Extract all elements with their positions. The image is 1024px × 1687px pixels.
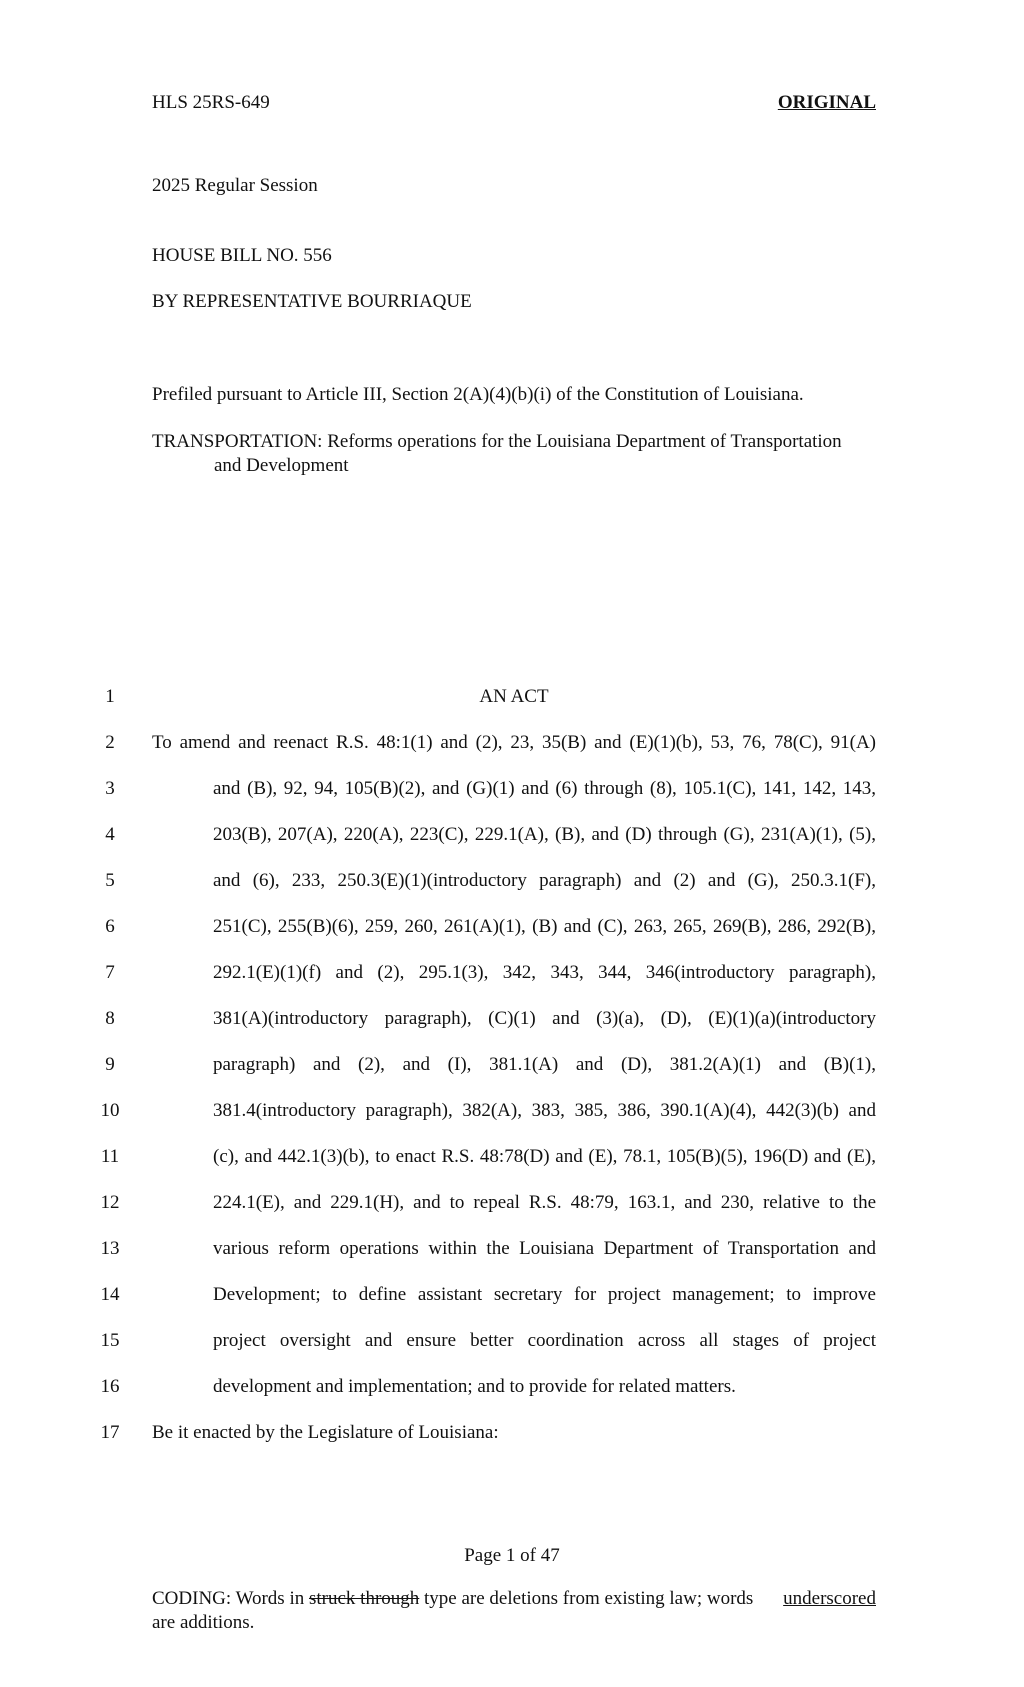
line-number: 4 xyxy=(105,824,115,845)
act-line: 224.1(E), and 229.1(H), and to repeal R.S. 48:79, 163.1, and 230, relative to the xyxy=(213,1192,876,1213)
act-line: 251(C), 255(B)(6), 259, 260, 261(A)(1), (B) and (C), 263, 265, 269(B), 286, 292(B), xyxy=(213,916,876,937)
act-line: 381.4(introductory paragraph), 382(A), 383, 385, 386, 390.1(A)(4), 442(3)(b) and xyxy=(213,1100,876,1121)
document-id: HLS 25RS-649 xyxy=(152,92,270,113)
act-line: 292.1(E)(1)(f) and (2), 295.1(3), 342, 343, 344, 346(introductory paragraph), xyxy=(213,962,876,983)
line-number: 9 xyxy=(105,1054,115,1075)
line-number: 5 xyxy=(105,870,115,891)
line-number: 1 xyxy=(105,686,115,707)
line-number: 13 xyxy=(100,1238,120,1259)
line-number: 3 xyxy=(105,778,115,799)
act-line: and (B), 92, 94, 105(B)(2), and (G)(1) and (6) through (8), 105.1(C), 141, 142, 143, xyxy=(213,778,876,799)
act-line: To amend and reenact R.S. 48:1(1) and (2), 23, 35(B) and (E)(1)(b), 53, 76, 78(C), 91(A) xyxy=(152,732,876,753)
act-line: various reform operations within the Louisiana Department of Transportation and xyxy=(213,1238,876,1259)
subject-line-1: TRANSPORTATION: Reforms operations for the Louisiana Department of Transportation xyxy=(152,431,842,452)
subject-line-2: and Development xyxy=(214,455,349,476)
bill-number: HOUSE BILL NO. 556 xyxy=(152,245,332,266)
coding-text xyxy=(152,1587,753,1611)
line-number: 14 xyxy=(100,1284,120,1305)
coding-mid: type are deletions from existing law; words xyxy=(424,1588,754,1609)
act-line: 203(B), 207(A), 220(A), 223(C), 229.1(A), (B), and (D) through (G), 231(A)(1), (5), xyxy=(213,824,876,845)
act-line: Development; to define assistant secretary for project management; to improve xyxy=(213,1284,876,1305)
act-line: and (6), 233, 250.3(E)(1)(introductory paragraph) and (2) and (G), 250.3.1(F), xyxy=(213,870,876,891)
act-line: paragraph) and (2), and (I), 381.1(A) and (D), 381.2(A)(1) and (B)(1), xyxy=(213,1054,876,1075)
act-line: project oversight and ensure better coordination across all stages of project xyxy=(213,1330,876,1351)
coding-underscored-example: underscored xyxy=(783,1588,876,1609)
line-number: 15 xyxy=(100,1330,120,1351)
page-number: Page 1 of 47 xyxy=(464,1545,560,1566)
prefiled-note: Prefiled pursuant to Article III, Section 2(A)(4)(b)(i) of the Constitution of Louisiana. xyxy=(152,384,804,405)
act-line: (c), and 442.1(3)(b), to enact R.S. 48:78(D) and (E), 78.1, 105(B)(5), 196(D) and (E), xyxy=(213,1146,876,1167)
line-number: 2 xyxy=(105,732,115,753)
line-number: 10 xyxy=(100,1100,120,1121)
line-number: 11 xyxy=(100,1146,120,1167)
coding-note xyxy=(152,1587,876,1635)
line-number: 12 xyxy=(100,1192,120,1213)
coding-end: are additions. xyxy=(152,1612,255,1633)
bill-author: BY REPRESENTATIVE BOURRIAQUE xyxy=(152,291,472,312)
line-number: 17 xyxy=(100,1422,120,1443)
bill-subject xyxy=(152,430,876,478)
coding-struck-example: struck through xyxy=(308,1588,420,1609)
enacting-clause: Be it enacted by the Legislature of Louisiana: xyxy=(152,1422,499,1443)
act-line: 381(A)(introductory paragraph), (C)(1) and (3)(a), (D), (E)(1)(a)(introductory xyxy=(213,1008,876,1029)
document-status: ORIGINAL xyxy=(777,92,876,113)
session-label: 2025 Regular Session xyxy=(152,175,318,196)
act-title: AN ACT xyxy=(479,686,549,707)
line-number: 7 xyxy=(105,962,115,983)
line-number: 16 xyxy=(100,1376,120,1397)
act-line: development and implementation; and to provide for related matters. xyxy=(213,1376,736,1397)
line-number: 8 xyxy=(105,1008,115,1029)
coding-prefix: CODING: Words in xyxy=(152,1588,305,1609)
line-number: 6 xyxy=(105,916,115,937)
